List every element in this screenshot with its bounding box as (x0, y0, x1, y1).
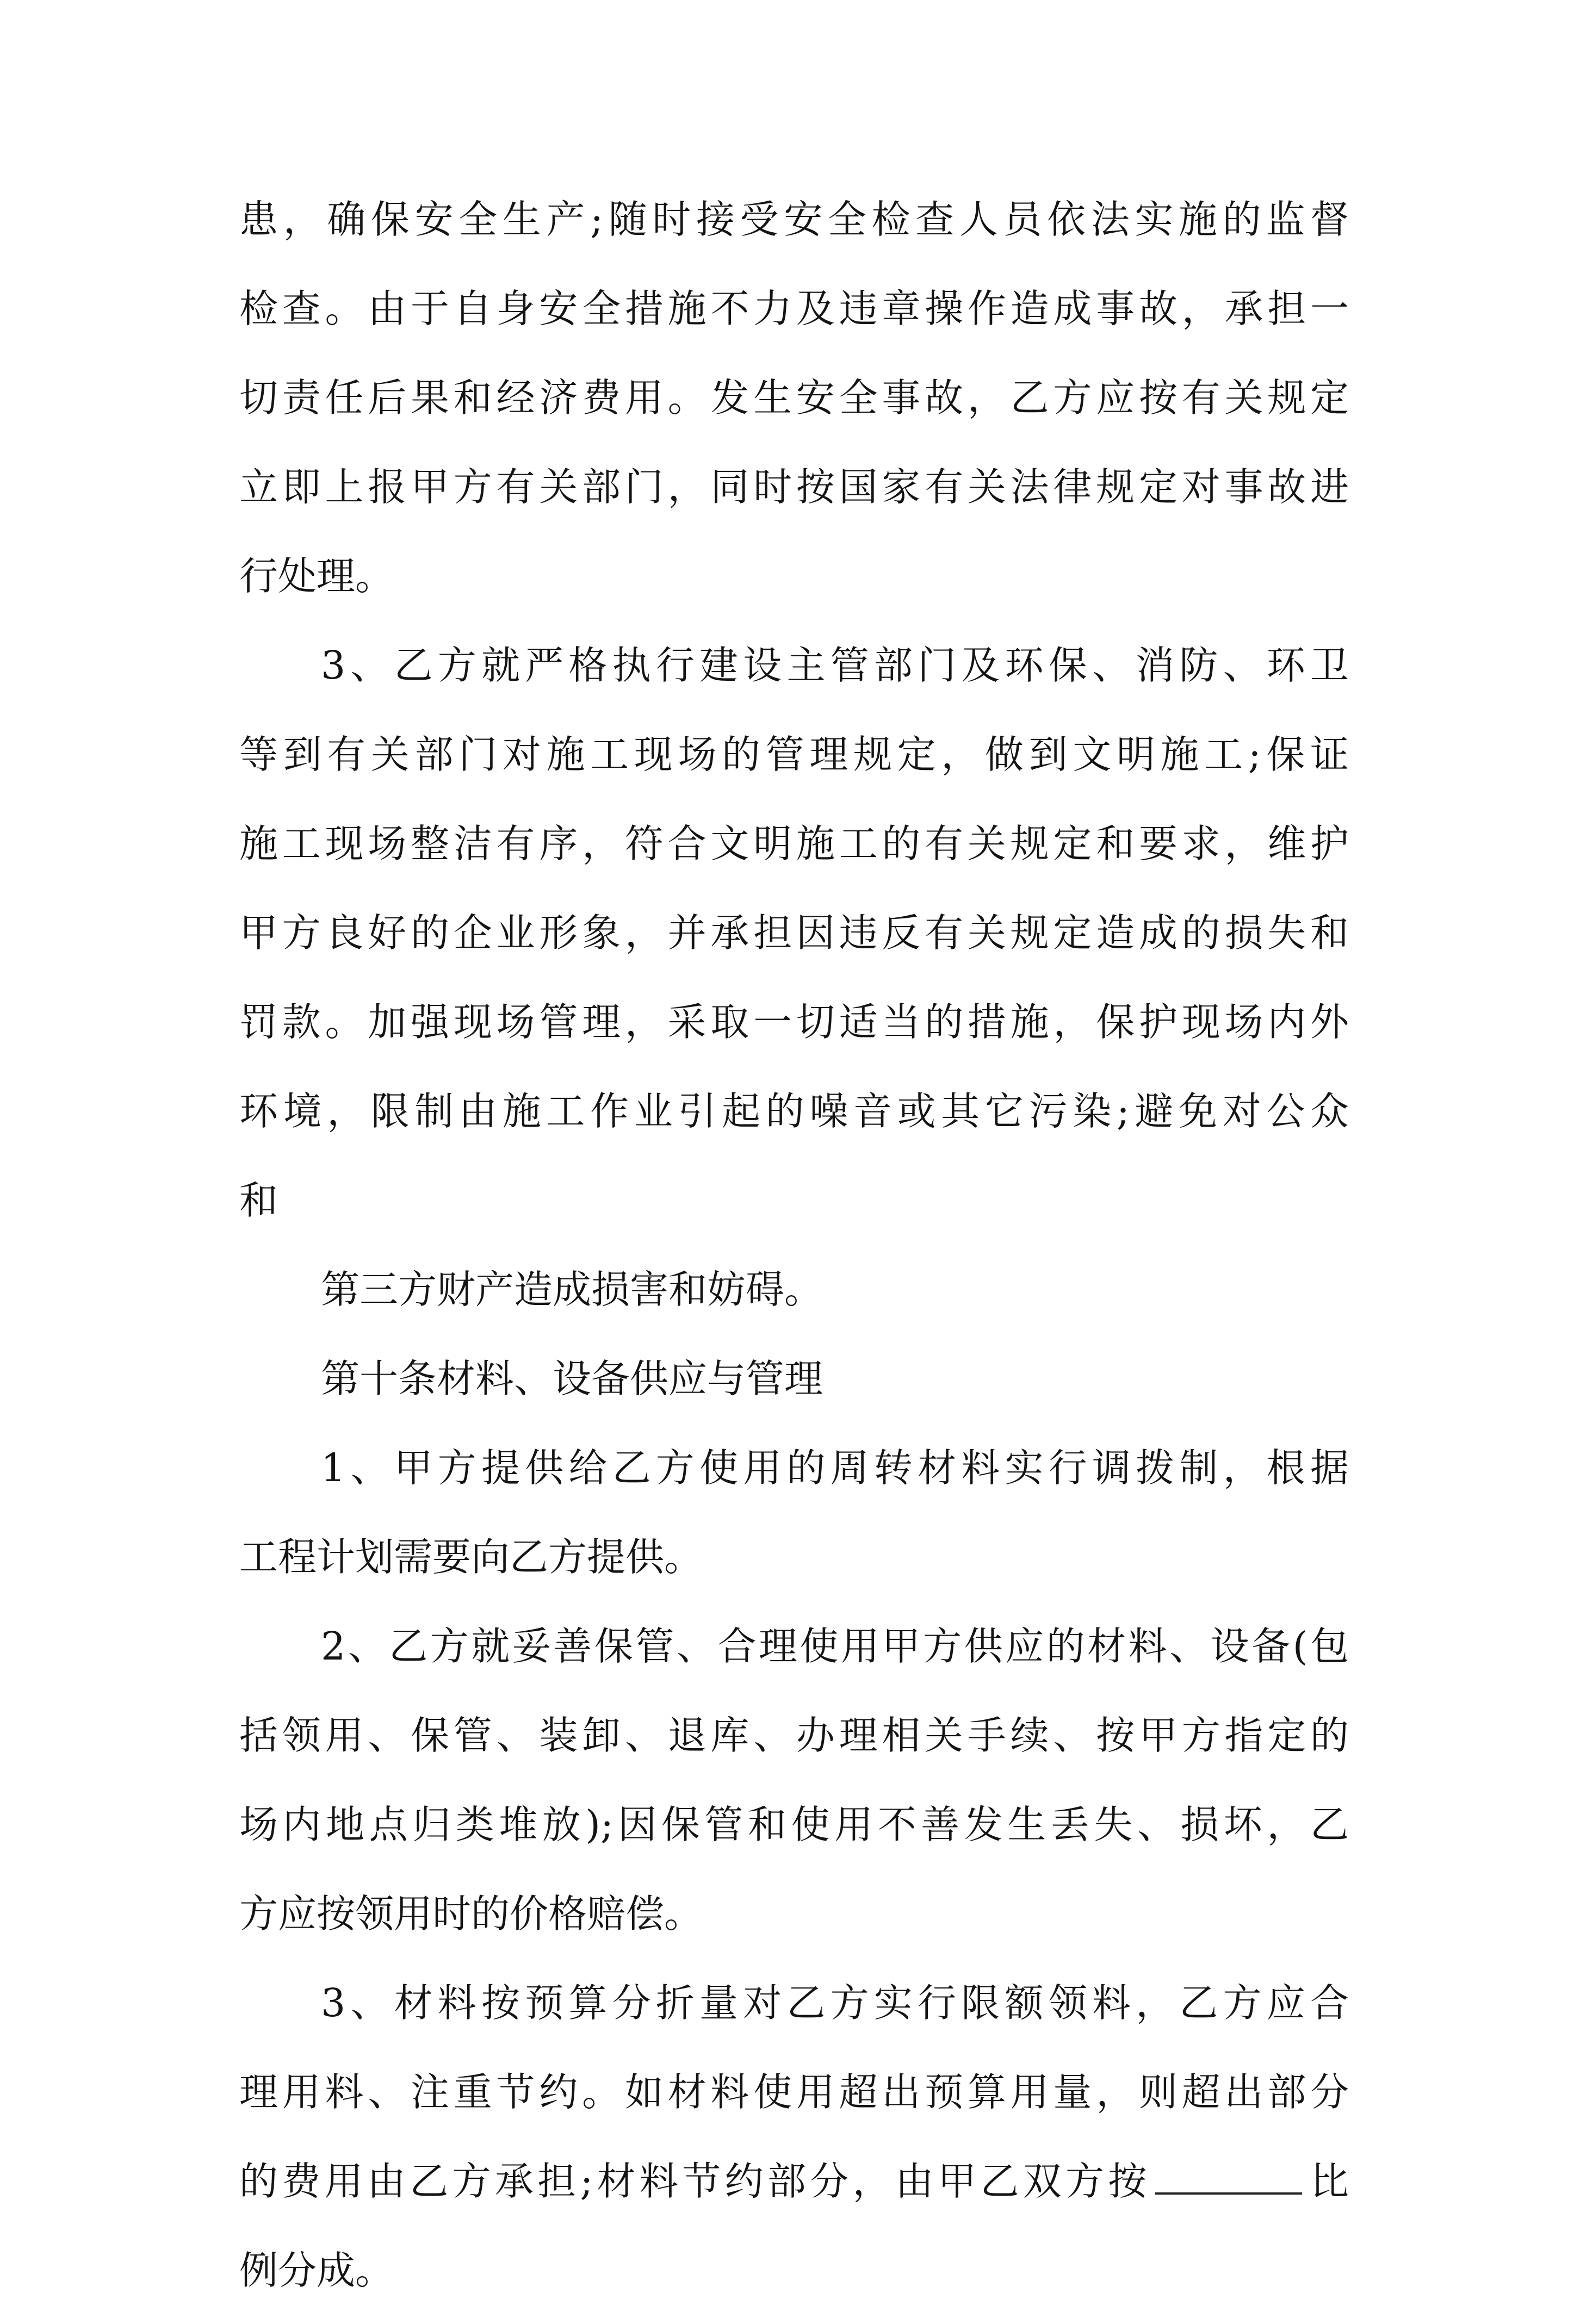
paragraph-line: 等到有关部门对施工现场的管理规定，做到文明施工;保证 (239, 732, 1349, 777)
paragraph-line: 罚款。加强现场管理，采取一切适当的措施，保护现场内外 (239, 999, 1349, 1045)
paragraph-line: 方应按领用时的价格赔偿。 (239, 1891, 703, 1936)
paragraph-line: 场内地点归类堆放);因保管和使用不善发生丢失、损坏，乙 (239, 1802, 1349, 1847)
paragraph-line: 和 (239, 1178, 278, 1223)
paragraph-line: 例分成。 (239, 2248, 394, 2293)
paragraph-line: 施工现场整洁有序，符合文明施工的有关规定和要求，维护 (239, 821, 1349, 866)
document-body (239, 184, 1349, 2324)
fill-in-blank (1155, 2192, 1302, 2195)
paragraph-line: 患，确保安全生产;随时接受安全检查人员依法实施的监督 (239, 197, 1349, 242)
paragraph-line: 甲方良好的企业形象，并承担因违反有关规定造成的损失和 (239, 910, 1349, 955)
paragraph-line: 理用料、注重节约。如材料使用超出预算用量，则超出部分 (239, 2070, 1349, 2115)
paragraph-line: 检查。由于自身安全措施不力及违章操作造成事故，承担一 (239, 286, 1349, 331)
paragraph-line: 第三方财产造成损害和妨碍。 (321, 1267, 823, 1312)
paragraph-line: 立即上报甲方有关部门，同时按国家有关法律规定对事故进 (239, 464, 1349, 509)
paragraph-line: 切责任后果和经济费用。发生安全事故，乙方应按有关规定 (239, 375, 1349, 420)
paragraph-line: 环境，限制由施工作业引起的噪音或其它污染;避免对公众 (239, 1089, 1349, 1134)
line-text: 比 (1306, 2159, 1349, 2204)
paragraph-line: 括领用、保管、装卸、退库、办理相关手续、按甲方指定的 (239, 1713, 1349, 1758)
paragraph-line: 工程计划需要向乙方提供。 (239, 1534, 703, 1580)
line-text: 的费用由乙方承担;材料节约部分，由甲乙双方按 (239, 2159, 1151, 2204)
paragraph-line: 行处理。 (239, 554, 394, 599)
paragraph-line: 3、材料按预算分折量对乙方实行限额领料，乙方应合 (321, 1980, 1349, 2025)
paragraph-line (239, 2146, 1349, 2235)
section-heading: 第十条材料、设备供应与管理 (321, 1356, 823, 1401)
paragraph-line: 1、甲方提供给乙方使用的周转材料实行调拨制，根据 (321, 1445, 1349, 1490)
paragraph-line: 3、乙方就严格执行建设主管部门及环保、消防、环卫 (321, 643, 1349, 688)
paragraph-line: 2、乙方就妥善保管、合理使用甲方供应的材料、设备(包 (321, 1624, 1349, 1669)
